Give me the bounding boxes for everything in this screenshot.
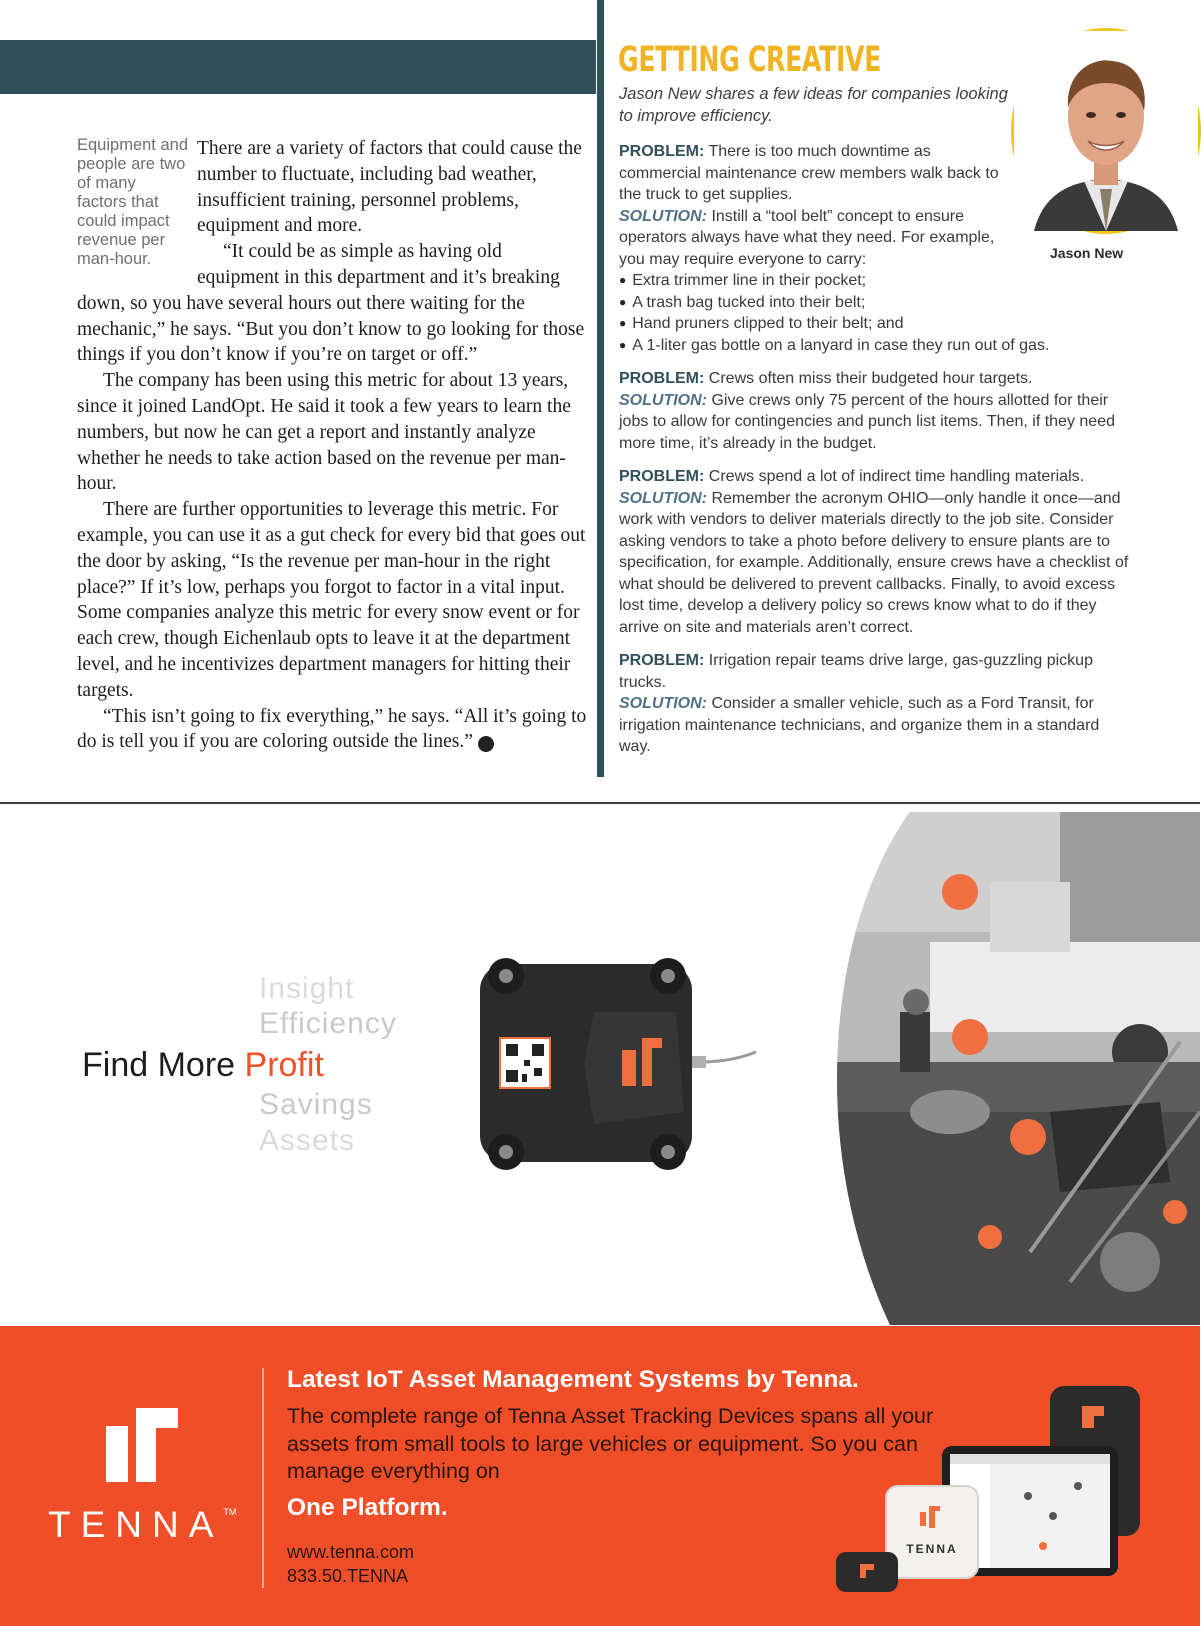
tip-4-problem — [619, 650, 1131, 693]
headline-lead: Find More — [82, 1046, 236, 1084]
tenna-logo-icon — [104, 1404, 184, 1484]
list-item: ● Extra trimmer line in their pocket; — [619, 270, 1131, 292]
pullquote-gap — [77, 136, 197, 290]
tip-4-solution — [619, 693, 1131, 758]
tip-3 — [619, 466, 1131, 638]
tracker-device-illustration — [476, 952, 726, 1182]
phone-number: 833.50.TENNA — [287, 1566, 409, 1586]
sidebar-intro: Jason New shares a few ideas for companies looking to improve efficiency. — [619, 85, 1008, 125]
portrait-caption: Jason New — [1050, 245, 1124, 261]
header-bar — [0, 40, 596, 94]
problem-label: PROBLEM: — [619, 652, 705, 669]
band-heading: Latest IoT Asset Management Systems by Tenna. — [287, 1366, 859, 1393]
tip-2-problem-text: Crews often miss their budgeted hour targets. — [708, 370, 1033, 387]
ad-headline — [82, 1046, 324, 1085]
product-lineup — [838, 1376, 1200, 1616]
tip-2-solution-text: Give crews only 75 percent of the hours allotted for their jobs to allow for contingencies and punch list items. Then, if they need more time, it’s already in the budget. — [619, 391, 1115, 452]
solution-label: SOLUTION: — [619, 207, 707, 225]
rotating-word-efficiency: Efficiency — [259, 1007, 397, 1040]
tip-1-solution-text: Instill a “tool belt” concept to ensure operators always have what they need. For example, you may require everyone to carry: — [619, 207, 995, 268]
list-item: ● A trash bag tucked into their belt; — [619, 292, 1131, 314]
rotating-word-savings: Savings — [259, 1088, 373, 1121]
tip-1-problem — [619, 141, 1014, 206]
pull-quote: Equipment and people are two of many factors that could impact revenue per man-hour. — [77, 136, 188, 268]
column-divider — [597, 0, 604, 777]
tip-1-problem-text: There is too much downtime as commercial maintenance crew members walk back to the truck to get supplies. — [619, 143, 999, 203]
tip-1 — [619, 141, 1131, 356]
rotating-word-insight: Insight — [259, 972, 355, 1005]
article-paragraph-2: “It could be as simple as having old equipment in this department and it’s breaking down, so you have several hours out there waiting for the mechanic,” he says. “But you don’t know to go looking for those things if you don’t know if you’re on target or off.” — [77, 241, 585, 366]
tip-3-solution — [619, 488, 1131, 639]
tip-2 — [619, 368, 1131, 454]
solution-label: SOLUTION: — [619, 695, 707, 712]
tip-2-problem — [619, 368, 1131, 390]
tip-4-problem-text: Irrigation repair teams drive large, gas-guzzling pickup trucks. — [619, 652, 1093, 691]
tip-4-solution-text: Consider a smaller vehicle, such as a Ford Transit, for irrigation maintenance technicians, and organize them in a standard way. — [619, 695, 1100, 755]
tip-3-problem-text: Crews spend a lot of indirect time handling materials. — [708, 468, 1085, 485]
product-lineup-illustration — [838, 1376, 1200, 1616]
band-divider — [262, 1368, 264, 1588]
article-paragraph-5 — [77, 704, 587, 756]
sidebar-title: GETTING CREATIVE — [618, 40, 881, 80]
sidebar-tips — [619, 141, 1131, 770]
field-photo-illustration — [830, 812, 1200, 1325]
tip-1-solution — [619, 206, 1014, 271]
tip-1-bullet-list — [619, 270, 1131, 356]
list-item: ● Hand pruners clipped to their belt; and — [619, 313, 1131, 335]
tip-2-solution — [619, 390, 1131, 455]
article-paragraph-4: There are further opportunities to leverage this metric. For example, you can use it as a gut check for every bid that goes out the door by asking, “Is the revenue per man-hour in the right place?” If it’s low, perhaps you forgot to factor in a vital input. Some companies analyze this metric for every snow event or for each crew, though Eichenlaub opts to leave it at the department level, and he incentivizes department managers for hitting their targets. — [77, 499, 586, 701]
headline-highlight: Profit — [244, 1046, 324, 1084]
tip-3-solution-text: Remember the acronym OHIO—only handle it once—and work with vendors to deliver materials directly to the job site. Consider asking vendors to take a photo before delivery to ensure plants are to specification, for example. Additionally, ensure crews have a checklist of what should be delivered to prevent callbacks. Finally, to avoid excess lost time, develop a delivery policy so crews know what to do if they arrive on site and materials aren’t correct. — [619, 489, 1129, 636]
article-paragraph-1: There are a variety of factors that could cause the number to fluctuate, including bad weather, insufficient training, personnel problems, equipment and more. — [197, 138, 582, 237]
article-paragraph-5-text: “This isn’t going to fix everything,” he says. “All it’s going to do is tell you if you are coloring outside the lines.” — [77, 705, 587, 753]
page-divider — [0, 802, 1200, 804]
solution-label: SOLUTION: — [619, 489, 707, 507]
tracker-device — [476, 952, 726, 1182]
article-body — [77, 136, 587, 755]
tenna-wordmark — [48, 1504, 236, 1546]
tenna-logo-mark — [104, 1404, 184, 1484]
tip-4 — [619, 650, 1131, 758]
tenna-wordmark-text: TENNA — [48, 1504, 224, 1545]
list-item: ● A 1-liter gas bottle on a lanyard in case they run out of gas. — [619, 335, 1131, 357]
website-link[interactable]: www.tenna.com — [287, 1542, 415, 1562]
trademark-mark: TM — [223, 1507, 237, 1517]
article-paragraph-3: The company has been using this metric for about 13 years, since it joined LandOpt. He said it took a few years to learn the numbers, but now he can get a report and instantly analyze whether he needs to take action based on the revenue per man-hour. — [77, 370, 571, 495]
problem-label: PROBLEM: — [619, 370, 705, 387]
rotating-word-assets: Assets — [259, 1124, 356, 1157]
product-label: TENNA — [906, 1542, 958, 1556]
band-body: The complete range of Tenna Asset Tracking Devices spans all your assets from small tools to large vehicles or equipment. So you can manage everything on — [287, 1404, 934, 1483]
solution-label: SOLUTION: — [619, 391, 707, 409]
tip-3-problem — [619, 466, 1131, 488]
problem-label: PROBLEM: — [619, 468, 705, 485]
field-photo — [830, 812, 1200, 1325]
band-platform: One Platform. — [287, 1494, 448, 1521]
end-mark-icon: LM — [478, 736, 494, 752]
problem-label: PROBLEM: — [619, 143, 705, 160]
